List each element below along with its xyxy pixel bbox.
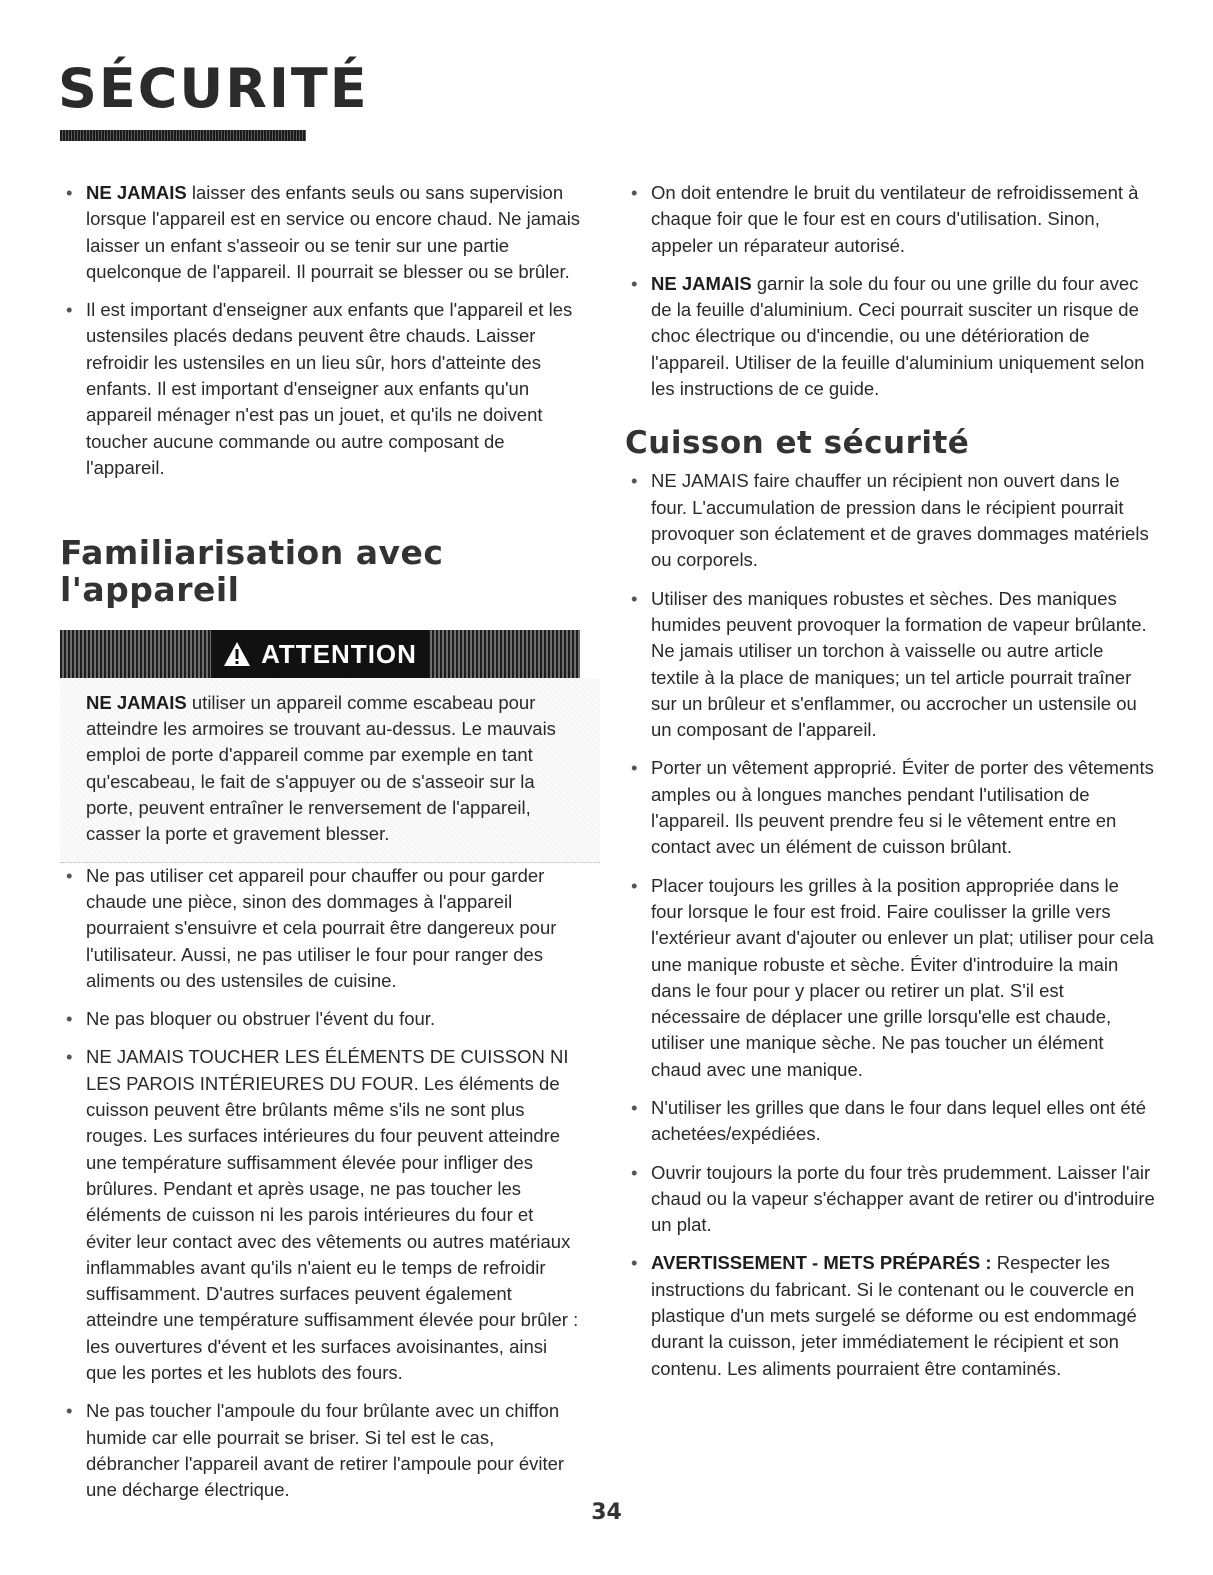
section-heading-familiarisation: Familiarisation avec l'appareil [60,533,444,609]
list-item [625,180,1155,259]
bullet-text: Ne pas bloquer ou obstruer l'évent du four. [86,1008,436,1030]
bullet-text: Ne pas toucher l'ampoule du four brûlante avec un chiffon humide car elle pourrait se briser. Si tel est le cas, débrancher l'appareil avant de retirer l'ampoule pour éviter une décharge électrique. [86,1400,565,1501]
section-heading-cuisson: Cuisson et sécurité [625,425,970,462]
page-title: SÉCURITÉ [58,57,369,120]
bullet-emphasis: NE JAMAIS [86,182,187,203]
list-item [60,863,582,994]
title-underline [60,130,306,141]
attention-emphasis: NE JAMAIS [86,691,187,713]
bullet-text: Utiliser des maniques robustes et sèches. Des maniques humides peuvent provoquer la formation de vapeur brûlante. Ne jamais utiliser un torchon à vaisselle ou autre article textile à la place de maniques; un tel article pourrait traîner sur un brûleur et s'enflammer, ou accrocher un ustensile ou un composant de l'appareil. [651,587,1147,741]
list-item [625,468,1155,573]
bullet-text: NE JAMAIS faire chauffer un récipient non ouvert dans le four. L'accumulation de pression dans le récipient pourrait provoquer son éclatement et de graves dommages matériels ou corporels. [651,470,1149,571]
left-bullets-bottom [60,863,582,1504]
bullet-text: Placer toujours les grilles à la position appropriée dans le four lorsque le four est froid. Faire coulisser la grille vers l'extérieur avant d'ajouter ou enlever un plat; utiliser pour cela une manique robuste et sèche. Éviter d'introduire la main dans le four pour y placer ou retirer un plat. S'il est nécessaire de déplacer une grille lorsqu'elle est chaude, utiliser une manique sèche. Ne pas toucher un élément chaud avec une manique. [651,874,1154,1080]
bullet-text: NE JAMAIS TOUCHER LES ÉLÉMENTS DE CUISSON NI LES PAROIS INTÉRIEURES DU FOUR. Les éléments de cuisson peuvent être brûlants même s'ils ne sont plus rouges. Les surfaces intérieures du four peuvent atteindre une température suffisamment élevée pour infliger des brûlures. Pendant et après usage, ne pas toucher les éléments de cuisson ni les parois intérieures du four et éviter leur contact avec des vêtements ou autres matériaux inflammables avant qu'ils n'aient eu le temps de refroidir suffisamment. D'autres surfaces peuvent également atteindre une température suffisamment élevée pour brûler : les ouvertures d'évent et les surfaces avoisinantes, ainsi que les portes et les hublots des fours. [86,1046,579,1383]
list-item [60,1044,582,1386]
list-item [625,1095,1155,1148]
list-item [625,586,1155,744]
list-item [625,755,1155,860]
bullet-emphasis: AVERTISSEMENT - METS PRÉPARÉS : [651,1252,992,1274]
bullet-text: Ne pas utiliser cet appareil pour chauffer ou pour garder chaude une pièce, sinon des dommages à l'appareil pourraient s'ensuivre et cela pourrait être dangereux pour l'utilisateur. Aussi, ne pas utiliser le four pour ranger des aliments ou des ustensiles de cuisine. [86,864,557,991]
page-number: 34 [591,1500,622,1525]
bullet-text: garnir la sole du four ou une grille du four avec de la feuille d'aluminium. Ceci pourrait susciter un risque de choc électrique ou d'incendie, ou une détérioration de l'appareil. Utiliser de la feuille d'aluminium uniquement selon les instructions de ce guide. [651,272,1145,400]
list-item [60,297,582,481]
attention-text [60,678,600,863]
list-item [60,1398,582,1503]
attention-label: ATTENTION [261,638,417,669]
list-item [60,180,582,285]
bullet-text: N'utiliser les grilles que dans le four dans lequel elles ont été achetées/expédiées. [651,1097,1147,1145]
left-bullets-top [60,180,582,481]
bullet-text: laisser des enfants seuls ou sans supervision lorsque l'appareil est en service ou encore chaud. Ne jamais laisser un enfant s'asseoir ou se tenir sur une partie quelconque de l'appareil. Il pourrait se blesser ou se brûler. [86,182,581,282]
bullet-text: On doit entendre le bruit du ventilateur de refroidissement à chaque foir que le four est en cours d'utilisation. Sinon, appeler un réparateur autorisé. [651,182,1139,256]
list-item [60,1006,582,1032]
list-item [625,1250,1155,1381]
bullet-text: Ouvrir toujours la porte du four très prudemment. Laisser l'air chaud ou la vapeur s'échapper avant de retirer ou d'introduire un plat. [651,1161,1155,1236]
bullet-text: Porter un vêtement approprié. Éviter de porter des vêtements amples ou à longues manches pendant l'utilisation de l'appareil. Ils peuvent prendre feu si le vêtement entre en contact avec un élément de cuisson brûlant. [651,757,1154,858]
bullet-text: Respecter les instructions du fabricant. Si le contenant ou le couvercle en plastique d'un mets surgelé se déforme ou est endommagé durant la cuisson, jeter immédiatement le récipient et son contenu. Les aliments pourraient être contaminés. [651,1252,1137,1379]
list-item [625,271,1155,402]
bullet-text: Il est important d'enseigner aux enfants que l'appareil et les ustensiles placés dedans peuvent être chauds. Laisser refroidir les ustensiles en un lieu sûr, hors d'atteinte des enfants. Il est important d'enseigner aux enfants qu'un appareil ménager n'est pas un jouet, et qu'ils ne doivent toucher aucune commande ou autre composant de l'appareil. [86,299,573,478]
right-bullets-top [625,180,1155,402]
attention-banner-inner [211,630,429,678]
list-item [625,873,1155,1083]
warning-triangle-icon [223,641,251,667]
attention-banner [60,630,580,678]
right-bullets-bottom [625,468,1155,1382]
list-item [625,1160,1155,1239]
right-column [625,180,1155,1394]
left-column [60,180,582,1515]
bullet-emphasis: NE JAMAIS [651,272,752,294]
attention-body-text: utiliser un appareil comme escabeau pour atteindre les armoires se trouvant au-dessus. Le mauvais emploi de porte d'appareil comme par exemple en tant qu'escabeau, le fait de s'appuyer ou de s'asseoir sur la porte, peuvent entraîner le renversement de l'appareil, casser la porte et gravement blesser. [86,691,556,845]
